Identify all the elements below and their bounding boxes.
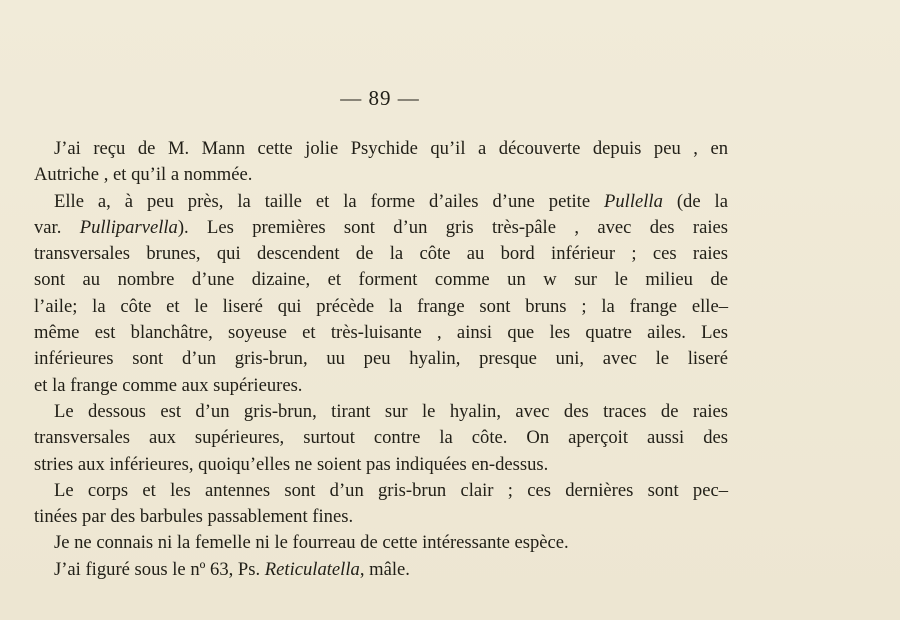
text-line (34, 267, 728, 293)
body-text (34, 136, 728, 583)
text-segment: ). Les premières sont d’un gris très-pâle , avec des raies (177, 216, 729, 238)
text-segment: sont au nombre d’une dizaine, et forment comme un w sur le milieu de (34, 269, 728, 291)
text-segment: var. (34, 216, 80, 238)
text-line (34, 504, 728, 530)
text-segment: (de la (662, 190, 728, 212)
text-segment: J’ai reçu de M. Mann cette jolie Psychide qu’il a découverte depuis peu , en (54, 138, 728, 159)
text-segment: transversales aux supérieures, surtout contre la côte. On aperçoit aussi des (34, 427, 728, 449)
text-segment: Le dessous est d’un gris-brun, tirant sur le hyalin, avec des traces de raies (54, 400, 728, 422)
text-line (34, 189, 728, 215)
text-line (34, 399, 728, 425)
italic-text: Reticulatella (264, 558, 360, 580)
page-number: — 89 — (340, 86, 420, 110)
text-segment: transversales brunes, qui descendent de la côte au bord inférieur ; ces raies (34, 243, 728, 265)
text-line (34, 346, 728, 372)
text-segment: et la frange comme aux supérieures. (34, 374, 303, 396)
text-line (34, 530, 728, 556)
text-line (34, 294, 728, 320)
text-line (34, 215, 728, 241)
text-segment: Elle a, à peu près, la taille et la forme d’ailes d’une petite (54, 190, 605, 212)
text-line (34, 136, 728, 162)
text-segment: Autriche , et qu’il a nommée. (34, 164, 253, 186)
text-segment: inférieures sont d’un gris-brun, uu peu hyalin, presque uni, avec le liseré (34, 348, 728, 370)
text-line (34, 452, 728, 478)
text-segment: , mâle. (359, 558, 410, 580)
text-segment: l’aile; la côte et le liseré qui précède la frange sont bruns ; la frange elle– (34, 295, 728, 317)
text-line (34, 557, 728, 583)
text-line (34, 478, 728, 504)
text-line (34, 162, 728, 188)
text-line (34, 373, 728, 399)
text-line (34, 241, 728, 267)
italic-text: Pullella (604, 190, 663, 212)
text-segment: stries aux inférieures, quoiqu’elles ne soient pas indiquées en-dessus. (34, 453, 549, 475)
text-segment: même est blanchâtre, soyeuse et très-luisante , ainsi que les quatre ailes. Les (34, 322, 728, 344)
italic-text: Pulliparvella (79, 216, 178, 238)
text-line (34, 320, 728, 346)
text-segment: J’ai figuré sous le nº 63, Ps. (54, 558, 265, 580)
text-segment: tinées par des barbules passablement fines. (34, 506, 354, 528)
text-segment: Le corps et les antennes sont d’un gris-brun clair ; ces dernières sont pec– (54, 479, 728, 501)
text-line (34, 425, 728, 451)
text-segment: Je ne connais ni la femelle ni le fourreau de cette intéressante espèce. (54, 532, 569, 554)
